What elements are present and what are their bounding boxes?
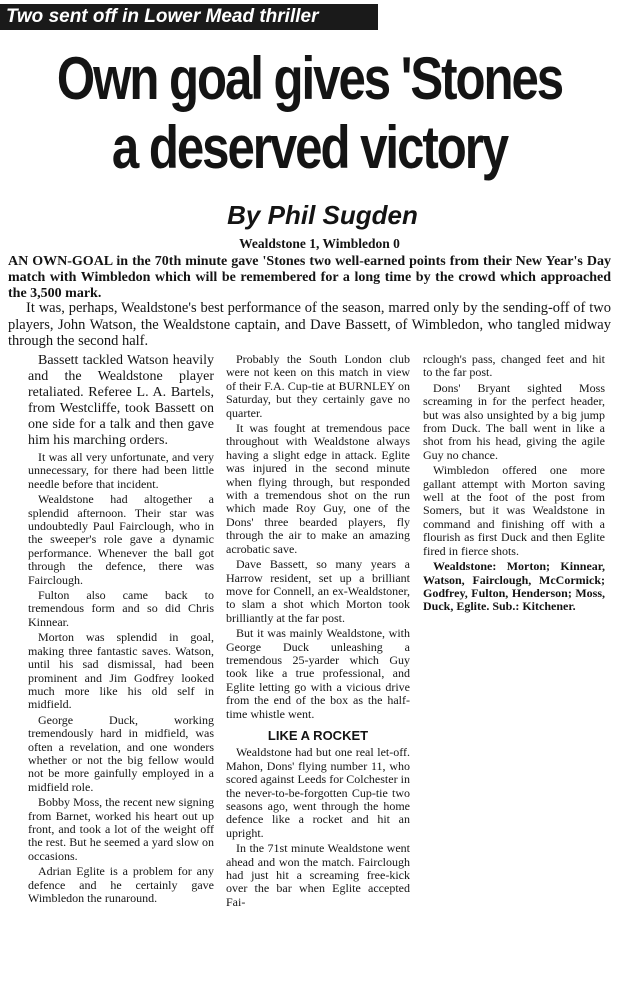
paragraph: Dave Bassett, so many years a Harrow resident, set up a brilliant move for Connell, an ex-Wealdstoner, to slam a shot which Morton took brilliantly at the far post. [226, 557, 410, 625]
subheading: LIKE A ROCKET [267, 727, 369, 743]
paragraph: In the 71st minute Wealdstone went ahead and won the match. Fairclough had just hit a screaming free-kick over the bar when Eglite accepted Fai- [226, 841, 410, 909]
article-column-1 [28, 353, 214, 907]
intro-paragraph: AN OWN-GOAL in the 70th minute gave 'Stones two well-earned points from their New Year's Day match with Wimbledon which will be remembered for a long time by the crowd which approached the 3,500 mark. [8, 254, 611, 301]
paragraph: Adrian Eglite is a problem for any defence and he certainly gave Wimbledon the runaround. [28, 864, 214, 905]
paragraph: Wealdstone had but one real let-off. Mahon, Dons' flying number 11, who scored against Leeds for Colchester in the never-to-be-forgotten Cup-tie two seasons ago, went through the home defence like a rocket and hit an upright. [226, 745, 410, 840]
team-lineup: Wealdstone: Morton; Kinnear, Watson, Fairclough, McCormick; Godfrey, Fulton, Henderson; Moss, Duck, Eglite. Sub.: Kitchener. [423, 559, 605, 614]
headline-line-2: a deserved victory [111, 114, 508, 181]
paragraph: rclough's pass, changed feet and hit to the far post. [423, 352, 605, 380]
paragraph: It was all very unfortunate, and very unnecessary, for there had been little needle before that incident. [28, 450, 214, 491]
headline [56, 44, 564, 182]
lead-paragraph: It was, perhaps, Wealdstone's best performance of the season, marred only by the sending-off of two players, John Watson, the Wealdstone captain, and Dave Bassett, of Wimbledon, who tangled midway through the second half. [8, 300, 611, 349]
score-line: Wealdstone 1, Wimbledon 0 [239, 236, 400, 251]
paragraph: Wimbledon offered one more gallant attempt with Morton saving well at the foot of the post from Somers, but it was Wealdstone in command and finishing off with a flourish as first Duck and then Eglite fired in fierce shots. [423, 463, 605, 558]
paragraph: Bassett tackled Watson heavily and the Wealdstone player retaliated. Referee L. A. Bartels, from Westcliffe, took Bassett on one side for a talk and then gave him his marching orders. [28, 353, 214, 448]
kicker-banner: Two sent off in Lower Mead thriller [0, 4, 378, 30]
paragraph: Wealdstone had altogether a splendid afternoon. Their star was undoubtedly Paul Fairclough, who in the sweeper's role gave a dynamic performance. Whenever the ball got through the defence, there was Fairclough. [28, 492, 214, 587]
article-column-2 [226, 353, 410, 911]
article-column-3 [423, 353, 605, 616]
byline: By Phil Sugden [227, 200, 418, 230]
headline-line-1: Own goal gives 'Stones [56, 45, 563, 112]
paragraph: Morton was splendid in goal, making three fantastic saves. Watson, until his sad dismissal, had been prominent and Jim Godfrey looked much more like his old self in midfield. [28, 630, 214, 712]
paragraph: Fulton also came back to tremendous form and so did Chris Kinnear. [28, 588, 214, 629]
paragraph: It was fought at tremendous pace throughout with Wealdstone always having a slight edge in attack. Eglite was injured in the second minute when flying through, but responded with a tremendous shot on the run which made Roy Guy, one of the Dons' three bearded players, fly through the air to make an amazing acrobatic save. [226, 421, 410, 556]
paragraph: But it was mainly Wealdstone, with George Duck unleashing a tremendous 25-yarder which Guy took like a true professional, and Eglite letting go with a vicious drive from the end of the box as the half-time whistle went. [226, 626, 410, 721]
paragraph: George Duck, working tremendously hard in midfield, was often a revelation, and one wonders whether or not the big fellow would not be more gainfully employed in a midfield role. [28, 712, 214, 794]
paragraph: Bobby Moss, the recent new signing from Barnet, worked his heart out up front, and took a lot of the weight off the rest. But he seemed a yard slow on occasions. [28, 795, 214, 863]
paragraph: Dons' Bryant sighted Moss screaming in for the perfect header, but was also unsighted by a big jump from Duck. The ball went in like a shot from his head, giving the agile Guy no chance. [423, 380, 605, 462]
paragraph: Probably the South London club were not keen on this match in view of their F.A. Cup-tie at BURNLEY on Saturday, but they certainly gave no quarter. [226, 352, 410, 420]
